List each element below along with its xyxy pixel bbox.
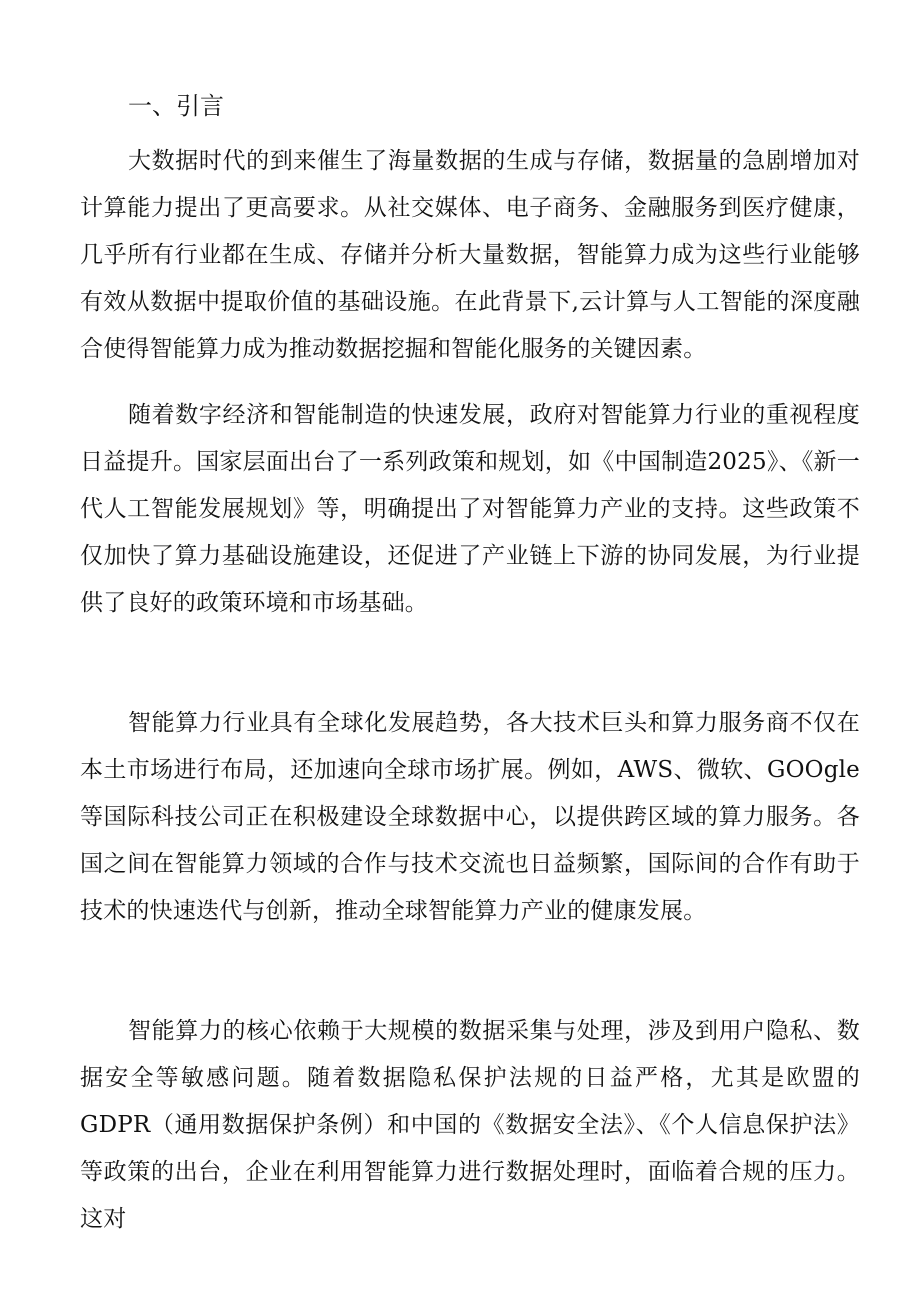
paragraph-globalization: 智能算力行业具有全球化发展趋势，各大技术巨头和算力服务商不仅在本土市场进行布局，还加速向全球市场扩展。例如，AWS、微软、GOOgle等国际科技公司正在积极建设全球数据中心，以提供跨区域的算力服务。各国之间在智能算力领域的合作与技术交流也日益频繁，国际间的合作有助于技术的快速迭代与创新，推动全球智能算力产业的健康发展。 xyxy=(80,710,860,924)
paragraph-big-data-background: 大数据时代的到来催生了海量数据的生成与存储，数据量的急剧增加对计算能力提出了更高要求。从社交媒体、电子商务、金融服务到医疗健康，几乎所有行业都在生成、存储并分析大量数据，智能算力成为这些行业能够有效从数据中提取价值的基础设施。在此背景下,云计算与人工智能的深度融合使得智能算力成为推动数据挖掘和智能化服务的关键因素。 xyxy=(80,148,860,362)
section-heading: 一、引言 xyxy=(128,92,224,120)
paragraph-policy-support: 随着数字经济和智能制造的快速发展，政府对智能算力行业的重视程度日益提升。国家层面出台了一系列政策和规划，如《中国制造2025》、《新一代人工智能发展规划》等，明确提出了对智能算力产业的支持。这些政策不仅加快了算力基础设施建设，还促进了产业链上下游的协同发展，为行业提供了良好的政策环境和市场基础。 xyxy=(80,402,860,616)
paragraph-data-privacy: 智能算力的核心依赖于大规模的数据采集与处理，涉及到用户隐私、数据安全等敏感问题。随着数据隐私保护法规的日益严格，尤其是欧盟的GDPR（通用数据保护条例）和中国的《数据安全法》、《个人信息保护法》等政策的出台，企业在利用智能算力进行数据处理时，面临着合规的压力。这对 xyxy=(80,1018,860,1232)
